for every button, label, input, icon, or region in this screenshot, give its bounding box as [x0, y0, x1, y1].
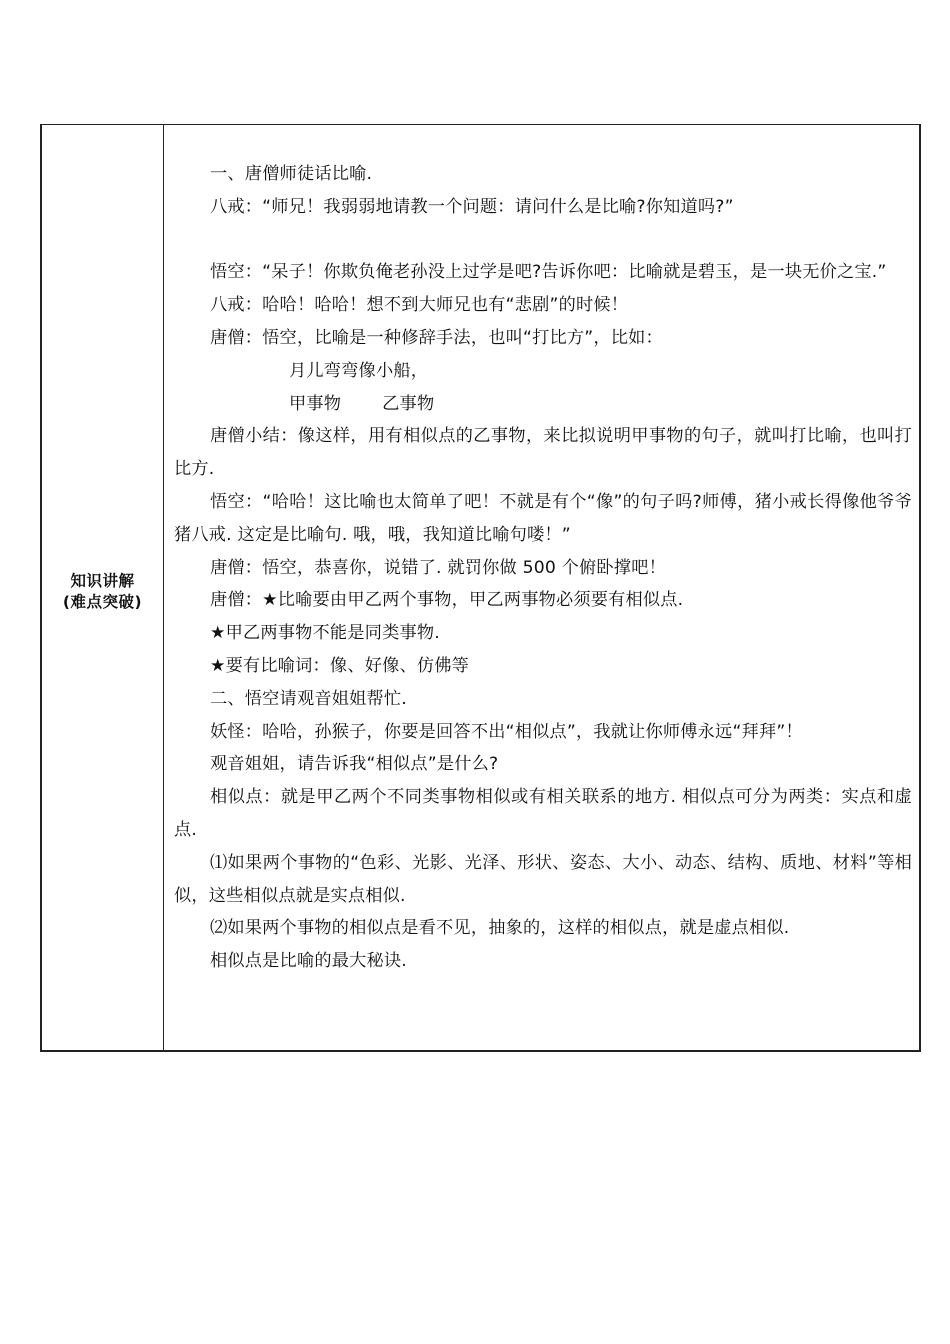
section-label-title: 知识讲解	[70, 572, 135, 590]
paragraph-tangseng-definition: 唐僧：悟空，比喻是一种修辞手法，也叫“打比方”，比如：	[210, 327, 663, 348]
paragraph-wukong-answer: 悟空：“呆子！你欺负俺老孙没上过学是吧?告诉你吧：比喻就是碧玉，是一块无价之宝.”	[210, 262, 887, 283]
annotation-thing-a: 甲事物	[289, 393, 342, 414]
lesson-content	[174, 158, 912, 978]
section-label-cell	[42, 124, 163, 1052]
paragraph-wukong-guess: 悟空：“哈哈！这比喻也太简单了吧！不就是有个“像”的句子吗?师傅，猪小戒长得像他爷爷猪八戒. 这定是比喻句. 哦，哦，我知道比喻句喽！”	[174, 491, 912, 545]
paragraph-bajie-question: 八戒：“师兄！我弱弱地请教一个问题：请问什么是比喻?你知道吗?”	[210, 196, 734, 217]
section-label-subtitle: (难点突破)	[62, 593, 143, 611]
heading-part-one: 一、唐僧师徒话比喻.	[210, 164, 373, 184]
paragraph-abstract-similarity: ⑵如果两个事物的相似点是看不见，抽象的，这样的相似点，就是虚点相似.	[210, 918, 790, 939]
blank-line	[174, 224, 912, 257]
heading-part-two: 二、悟空请观音姐姐帮忙.	[210, 688, 407, 709]
paragraph-bajie-laugh: 八戒：哈哈！哈哈！想不到大师兄也有“悲剧”的时候！	[210, 295, 629, 316]
paragraph-tangseng-penalty: 唐僧：悟空，恭喜你，说错了. 就罚你做 500 个俯卧撑吧！	[210, 557, 666, 578]
rule-item-two: ★甲乙两事物不能是同类事物.	[210, 623, 440, 644]
example-sentence: 月儿弯弯像小船，	[289, 360, 429, 381]
example-annotation	[174, 388, 912, 421]
paragraph-secret: 相似点是比喻的最大秘诀.	[210, 951, 407, 972]
paragraph-concrete-similarity: ⑴如果两个事物的“色彩、光影、光泽、形状、姿态、大小、动态、结构、质地、材料”等相似，这些相似点就是实点相似.	[174, 852, 912, 906]
paragraph-tangseng-summary: 唐僧小结：像这样，用有相似点的乙事物，来比拟说明甲事物的句子，就叫打比喻，也叫打比方.	[174, 426, 912, 480]
paragraph-ask-guanyin: 观音姐姐，请告诉我“相似点”是什么?	[210, 754, 499, 775]
rule-item-three: ★要有比喻词：像、好像、仿佛等	[210, 655, 470, 676]
rule-item-one: 唐僧：★比喻要由甲乙两个事物，甲乙两事物必须要有相似点.	[210, 590, 684, 611]
annotation-thing-b: 乙事物	[382, 393, 435, 414]
paragraph-monster: 妖怪：哈哈，孙猴子，你要是回答不出“相似点”，我就让你师傅永远“拜拜”！	[210, 721, 803, 742]
column-divider	[163, 124, 164, 1052]
paragraph-similarity-definition: 相似点：就是甲乙两个不同类事物相似或有相关联系的地方. 相似点可分为两类：实点和虚点.	[174, 787, 912, 840]
